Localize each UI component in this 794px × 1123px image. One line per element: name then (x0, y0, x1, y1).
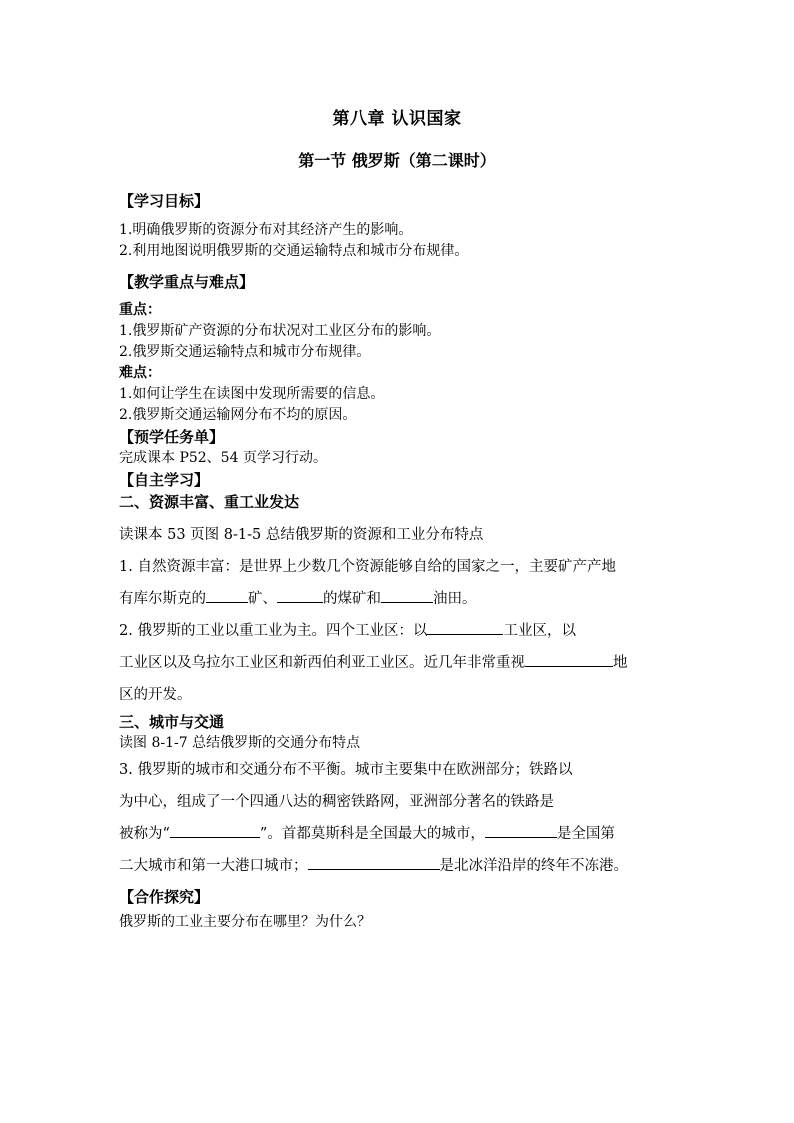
fill-blank-ore[interactable] (206, 587, 248, 603)
q3-text-c: 是全国第 (556, 826, 615, 842)
fill-blank-second-city[interactable] (485, 822, 557, 838)
question-2-line2 (119, 647, 679, 679)
question-1-line1: 1. 自然资源丰富：是世界上少数几个资源能够自给的国家之一，主要矿产产地 (119, 559, 616, 575)
focus-label: 重点： (119, 302, 161, 318)
fill-blank-coalfield[interactable] (277, 587, 323, 603)
question-1-line2 (119, 583, 679, 615)
question-2-line1 (119, 615, 679, 647)
fill-blank-industrial-area[interactable] (427, 619, 503, 635)
cooperation-question: 俄罗斯的工业主要分布在哪里？为什么？ (119, 914, 371, 930)
section-title: 第一节 俄罗斯（第二课时） (298, 151, 496, 170)
focus-item: 1.俄罗斯矿产资源的分布状况对工业区分布的影响。 (119, 323, 441, 339)
question-3-line2: 为中心，组成了一个四通八达的稠密铁路网，亚洲部分著名的铁路是 (119, 794, 554, 810)
q2-text-c: 工业区以及乌拉尔工业区和新西伯利亚工业区。近几年非常重视 (119, 655, 525, 671)
q3-text-b: ”。首都莫斯科是全国最大的城市， (259, 826, 485, 842)
objectives-header: 【学习目标】 (119, 192, 210, 210)
q3-text-d: 二大城市和第一大港口城市； (119, 858, 308, 874)
section3-title: 三、城市与交通 (119, 713, 225, 731)
difficulty-item: 2.俄罗斯交通运输网分布不均的原因。 (119, 407, 357, 423)
q1-text-a: 有库尔斯克的 (119, 591, 206, 607)
document-body (119, 190, 679, 933)
key-points-header: 【教学重点与难点】 (119, 273, 255, 291)
q3-text-a: 被称为“ (119, 826, 170, 842)
q2-text-b: 工业区，以 (503, 623, 576, 639)
fill-blank-ice-free-port[interactable] (308, 854, 440, 870)
objective-item: 2.利用地图说明俄罗斯的交通运输特点和城市分布规律。 (119, 243, 469, 259)
difficulty-item: 1.如何让学生在读图中发现所需要的信息。 (119, 386, 385, 402)
difficulty-label: 难点： (119, 365, 161, 381)
preview-header: 【预学任务单】 (119, 428, 225, 446)
question-3-line1: 3. 俄罗斯的城市和交通分布不平衡。城市主要集中在欧洲部分；铁路以 (119, 762, 573, 778)
fill-blank-oilfield[interactable] (381, 587, 433, 603)
question-3-line3 (119, 818, 679, 850)
question-3-line4 (119, 850, 679, 882)
focus-item: 2.俄罗斯交通运输特点和城市分布规律。 (119, 344, 371, 360)
fill-blank-railway-name[interactable] (170, 822, 260, 838)
section2-title: 二、资源丰富、重工业发达 (119, 493, 300, 511)
cooperation-header: 【合作探究】 (119, 888, 210, 906)
q1-text-d: 油田。 (433, 591, 477, 607)
q3-text-e: 是北冰洋沿岸的终年不冻港。 (439, 858, 628, 874)
preview-text: 完成课本 P52、54 页学习行动。 (119, 450, 327, 466)
section3-intro: 读图 8-1-7 总结俄罗斯的交通分布特点 (119, 735, 361, 751)
section2-intro: 读课本 53 页图 8-1-5 总结俄罗斯的资源和工业分布特点 (119, 527, 484, 543)
q2-text-a: 2. 俄罗斯的工业以重工业为主。四个工业区：以 (119, 623, 428, 639)
self-study-header: 【自主学习】 (119, 471, 210, 489)
q1-text-b: 矿、 (248, 591, 277, 607)
objective-item: 1.明确俄罗斯的资源分布对其经济产生的影响。 (119, 222, 413, 238)
chapter-title: 第八章 认识国家 (332, 109, 462, 129)
q1-text-c: 的煤矿和 (323, 591, 381, 607)
question-2-line3: 区的开发。 (119, 687, 192, 703)
q2-text-d: 地 (613, 655, 628, 671)
fill-blank-region[interactable] (525, 651, 613, 667)
